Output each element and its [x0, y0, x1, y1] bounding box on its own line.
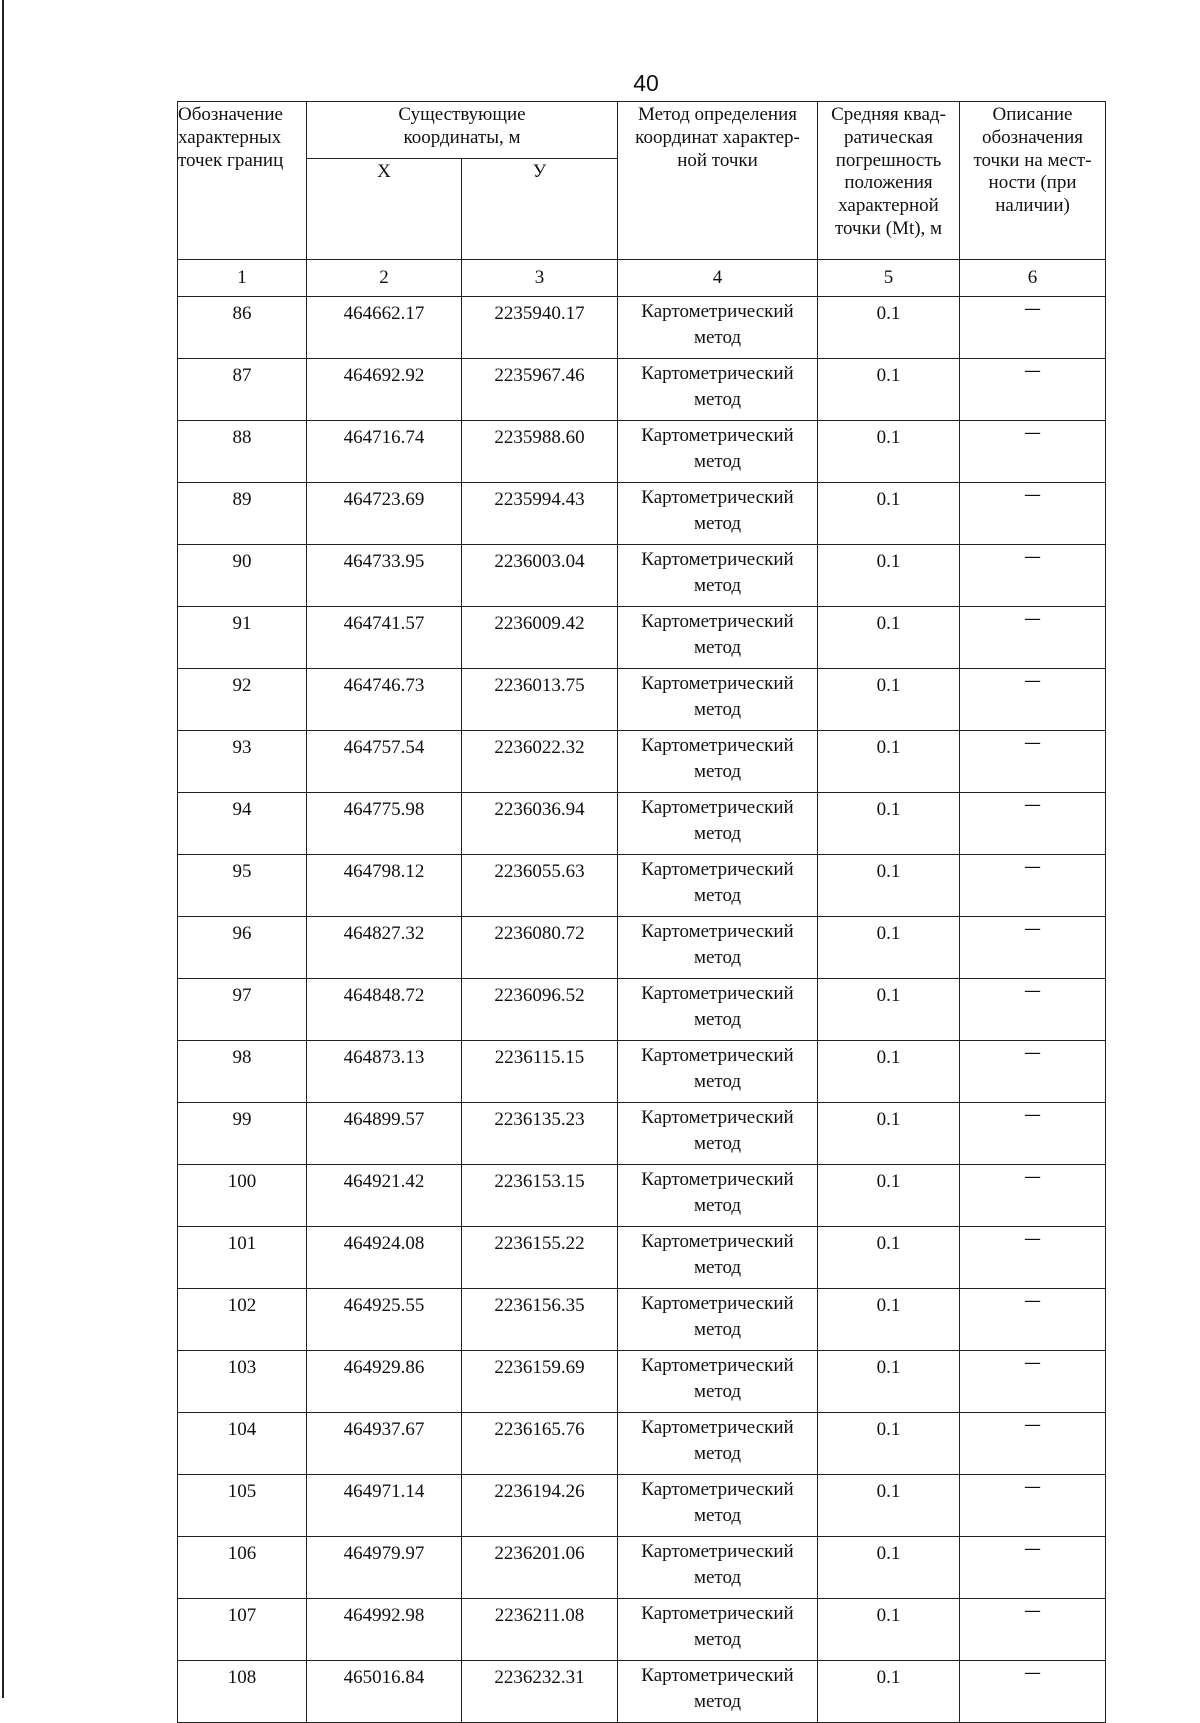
point-id-cell: 103	[178, 1351, 307, 1413]
point-id-cell: 92	[178, 669, 307, 731]
y-coordinate-cell: 2235967.46	[462, 359, 618, 421]
method-cell	[618, 1413, 818, 1475]
method-line: метод	[693, 1194, 742, 1216]
table-row	[178, 669, 1106, 731]
description-cell: —	[960, 1599, 1106, 1661]
header-x: X	[307, 159, 462, 260]
mean-error-cell: 0.1	[818, 1537, 960, 1599]
method-line: метод	[693, 1690, 742, 1712]
point-id-cell: 91	[178, 607, 307, 669]
x-coordinate-cell: 464716.74	[307, 421, 462, 483]
y-coordinate-cell: 2236211.08	[462, 1599, 618, 1661]
x-coordinate-cell: 464775.98	[307, 793, 462, 855]
y-coordinate-cell: 2236159.69	[462, 1351, 618, 1413]
description-cell: —	[960, 1413, 1106, 1475]
description-cell: —	[960, 297, 1106, 359]
description-cell: —	[960, 359, 1106, 421]
header-y: У	[462, 159, 618, 260]
x-coordinate-cell: 464937.67	[307, 1413, 462, 1475]
description-cell: —	[960, 1165, 1106, 1227]
method-cell	[618, 979, 818, 1041]
y-coordinate-cell: 2236055.63	[462, 855, 618, 917]
method-line: Картометрический	[641, 1541, 794, 1562]
y-coordinate-cell: 2236232.31	[462, 1661, 618, 1723]
method-line: Картометрический	[641, 1665, 794, 1686]
y-coordinate-cell: 2236165.76	[462, 1413, 618, 1475]
table-row	[178, 1041, 1106, 1103]
x-coordinate-cell: 464662.17	[307, 297, 462, 359]
x-coordinate-cell: 464757.54	[307, 731, 462, 793]
method-line: Картометрический	[641, 487, 794, 508]
method-line: метод	[693, 1318, 742, 1340]
column-number: 3	[462, 260, 618, 297]
x-coordinate-cell: 464992.98	[307, 1599, 462, 1661]
mean-error-cell: 0.1	[818, 421, 960, 483]
method-cell	[618, 669, 818, 731]
point-id-cell: 97	[178, 979, 307, 1041]
table-row	[178, 483, 1106, 545]
x-coordinate-cell: 464723.69	[307, 483, 462, 545]
mean-error-cell: 0.1	[818, 607, 960, 669]
method-line: метод	[693, 1132, 742, 1154]
mean-error-cell: 0.1	[818, 1475, 960, 1537]
method-line: метод	[693, 388, 742, 410]
table-row	[178, 793, 1106, 855]
method-line: метод	[693, 946, 742, 968]
description-cell: —	[960, 1661, 1106, 1723]
mean-error-cell: 0.1	[818, 359, 960, 421]
header-existing-coordinates: Существующие координаты, м	[307, 102, 618, 159]
y-coordinate-cell: 2236155.22	[462, 1227, 618, 1289]
table-row	[178, 1165, 1106, 1227]
method-line: метод	[693, 822, 742, 844]
mean-error-cell: 0.1	[818, 1289, 960, 1351]
description-cell: —	[960, 1103, 1106, 1165]
description-cell: —	[960, 1475, 1106, 1537]
x-coordinate-cell: 464741.57	[307, 607, 462, 669]
method-line: Картометрический	[641, 549, 794, 570]
description-cell: —	[960, 1289, 1106, 1351]
method-cell	[618, 1537, 818, 1599]
method-cell	[618, 793, 818, 855]
method-cell	[618, 1165, 818, 1227]
y-coordinate-cell: 2236036.94	[462, 793, 618, 855]
method-cell	[618, 1103, 818, 1165]
method-line: метод	[693, 450, 742, 472]
method-line: метод	[693, 698, 742, 720]
y-coordinate-cell: 2236115.15	[462, 1041, 618, 1103]
table-row	[178, 359, 1106, 421]
table-row	[178, 421, 1106, 483]
table-row	[178, 1413, 1106, 1475]
point-id-cell: 95	[178, 855, 307, 917]
x-coordinate-cell: 464873.13	[307, 1041, 462, 1103]
table-row	[178, 1289, 1106, 1351]
method-cell	[618, 1599, 818, 1661]
point-id-cell: 100	[178, 1165, 307, 1227]
description-cell: —	[960, 1227, 1106, 1289]
method-cell	[618, 1351, 818, 1413]
method-line: метод	[693, 760, 742, 782]
column-number: 2	[307, 260, 462, 297]
column-numbers-row	[178, 260, 1106, 297]
description-cell: —	[960, 607, 1106, 669]
point-id-cell: 87	[178, 359, 307, 421]
method-cell	[618, 731, 818, 793]
method-line: Картометрический	[641, 1169, 794, 1190]
x-coordinate-cell: 465016.84	[307, 1661, 462, 1723]
table-row	[178, 855, 1106, 917]
x-coordinate-cell: 464798.12	[307, 855, 462, 917]
description-cell: —	[960, 731, 1106, 793]
y-coordinate-cell: 2236003.04	[462, 545, 618, 607]
method-line: метод	[693, 1442, 742, 1464]
table-row	[178, 545, 1106, 607]
method-cell	[618, 855, 818, 917]
method-line: Картометрический	[641, 1479, 794, 1500]
x-coordinate-cell: 464979.97	[307, 1537, 462, 1599]
point-id-cell: 90	[178, 545, 307, 607]
header-method: Метод определения координат характер- ной точки	[618, 102, 818, 260]
method-line: метод	[693, 1566, 742, 1588]
method-line: Картометрический	[641, 1231, 794, 1252]
method-cell	[618, 1289, 818, 1351]
y-coordinate-cell: 2236080.72	[462, 917, 618, 979]
method-line: метод	[693, 884, 742, 906]
point-id-cell: 106	[178, 1537, 307, 1599]
method-line: метод	[693, 1628, 742, 1650]
description-cell: —	[960, 545, 1106, 607]
point-id-cell: 93	[178, 731, 307, 793]
method-line: Картометрический	[641, 425, 794, 446]
method-line: Картометрический	[641, 1107, 794, 1128]
method-cell	[618, 483, 818, 545]
method-line: Картометрический	[641, 1045, 794, 1066]
point-id-cell: 98	[178, 1041, 307, 1103]
x-coordinate-cell: 464924.08	[307, 1227, 462, 1289]
mean-error-cell: 0.1	[818, 917, 960, 979]
description-cell: —	[960, 1041, 1106, 1103]
y-coordinate-cell: 2235994.43	[462, 483, 618, 545]
point-id-cell: 89	[178, 483, 307, 545]
column-number: 6	[960, 260, 1106, 297]
point-id-cell: 94	[178, 793, 307, 855]
description-cell: —	[960, 917, 1106, 979]
y-coordinate-cell: 2235988.60	[462, 421, 618, 483]
method-cell	[618, 917, 818, 979]
x-coordinate-cell: 464925.55	[307, 1289, 462, 1351]
mean-error-cell: 0.1	[818, 1661, 960, 1723]
method-line: метод	[693, 574, 742, 596]
mean-error-cell: 0.1	[818, 297, 960, 359]
table-row	[178, 1475, 1106, 1537]
method-line: Картометрический	[641, 301, 794, 322]
table-row	[178, 917, 1106, 979]
mean-error-cell: 0.1	[818, 669, 960, 731]
method-line: метод	[693, 1008, 742, 1030]
method-line: метод	[693, 1256, 742, 1278]
method-cell	[618, 297, 818, 359]
y-coordinate-cell: 2236201.06	[462, 1537, 618, 1599]
method-cell	[618, 545, 818, 607]
method-cell	[618, 1475, 818, 1537]
description-cell: —	[960, 421, 1106, 483]
y-coordinate-cell: 2236009.42	[462, 607, 618, 669]
description-cell: —	[960, 483, 1106, 545]
method-cell	[618, 359, 818, 421]
method-line: Картометрический	[641, 363, 794, 384]
x-coordinate-cell: 464746.73	[307, 669, 462, 731]
x-coordinate-cell: 464899.57	[307, 1103, 462, 1165]
description-cell: —	[960, 1351, 1106, 1413]
mean-error-cell: 0.1	[818, 979, 960, 1041]
table-row	[178, 1103, 1106, 1165]
mean-error-cell: 0.1	[818, 1103, 960, 1165]
method-line: Картометрический	[641, 921, 794, 942]
column-number: 1	[178, 260, 307, 297]
method-line: Картометрический	[641, 983, 794, 1004]
boundary-points-table	[177, 101, 1106, 1723]
point-id-cell: 86	[178, 297, 307, 359]
method-line: Картометрический	[641, 611, 794, 632]
table-row	[178, 1661, 1106, 1723]
point-id-cell: 108	[178, 1661, 307, 1723]
method-cell	[618, 607, 818, 669]
mean-error-cell: 0.1	[818, 483, 960, 545]
method-line: метод	[693, 1070, 742, 1092]
method-line: Картометрический	[641, 735, 794, 756]
column-number: 4	[618, 260, 818, 297]
description-cell: —	[960, 855, 1106, 917]
description-cell: —	[960, 979, 1106, 1041]
point-id-cell: 102	[178, 1289, 307, 1351]
point-id-cell: 96	[178, 917, 307, 979]
table-row	[178, 731, 1106, 793]
method-line: Картометрический	[641, 1293, 794, 1314]
point-id-cell: 104	[178, 1413, 307, 1475]
x-coordinate-cell: 464827.32	[307, 917, 462, 979]
page-edge-line	[2, 0, 4, 1698]
mean-error-cell: 0.1	[818, 1351, 960, 1413]
point-id-cell: 107	[178, 1599, 307, 1661]
method-line: Картометрический	[641, 1355, 794, 1376]
y-coordinate-cell: 2236022.32	[462, 731, 618, 793]
method-line: метод	[693, 636, 742, 658]
method-line: Картометрический	[641, 859, 794, 880]
table-row	[178, 1351, 1106, 1413]
method-line: Картометрический	[641, 797, 794, 818]
table-row	[178, 1227, 1106, 1289]
mean-error-cell: 0.1	[818, 1041, 960, 1103]
y-coordinate-cell: 2236013.75	[462, 669, 618, 731]
mean-error-cell: 0.1	[818, 1165, 960, 1227]
x-coordinate-cell: 464733.95	[307, 545, 462, 607]
header-description: Описание обозначения точки на мест- ности (при наличии)	[960, 102, 1106, 260]
x-coordinate-cell: 464971.14	[307, 1475, 462, 1537]
header-mean-square-error: Средняя квад- ратическая погрешность положения характерной точки (Mt), м	[818, 102, 960, 260]
method-cell	[618, 1227, 818, 1289]
point-id-cell: 105	[178, 1475, 307, 1537]
method-cell	[618, 1041, 818, 1103]
y-coordinate-cell: 2236153.15	[462, 1165, 618, 1227]
mean-error-cell: 0.1	[818, 855, 960, 917]
table-body	[178, 297, 1106, 1723]
method-line: Картометрический	[641, 1417, 794, 1438]
table-row	[178, 1537, 1106, 1599]
header-point-designation: Обозначение характерных точек границ	[178, 102, 307, 260]
method-cell	[618, 421, 818, 483]
y-coordinate-cell: 2236135.23	[462, 1103, 618, 1165]
x-coordinate-cell: 464848.72	[307, 979, 462, 1041]
mean-error-cell: 0.1	[818, 793, 960, 855]
table-row	[178, 1599, 1106, 1661]
mean-error-cell: 0.1	[818, 1413, 960, 1475]
mean-error-cell: 0.1	[818, 545, 960, 607]
table-row	[178, 979, 1106, 1041]
mean-error-cell: 0.1	[818, 731, 960, 793]
mean-error-cell: 0.1	[818, 1599, 960, 1661]
y-coordinate-cell: 2236156.35	[462, 1289, 618, 1351]
point-id-cell: 88	[178, 421, 307, 483]
point-id-cell: 99	[178, 1103, 307, 1165]
method-line: метод	[693, 1380, 742, 1402]
description-cell: —	[960, 669, 1106, 731]
table-row	[178, 607, 1106, 669]
y-coordinate-cell: 2236096.52	[462, 979, 618, 1041]
method-line: метод	[693, 512, 742, 534]
x-coordinate-cell: 464929.86	[307, 1351, 462, 1413]
description-cell: —	[960, 793, 1106, 855]
table-header	[178, 102, 1106, 297]
x-coordinate-cell: 464692.92	[307, 359, 462, 421]
method-cell	[618, 1661, 818, 1723]
point-id-cell: 101	[178, 1227, 307, 1289]
column-number: 5	[818, 260, 960, 297]
method-line: метод	[693, 1504, 742, 1526]
method-line: Картометрический	[641, 673, 794, 694]
method-line: Картометрический	[641, 1603, 794, 1624]
method-line: метод	[693, 326, 742, 348]
x-coordinate-cell: 464921.42	[307, 1165, 462, 1227]
y-coordinate-cell: 2236194.26	[462, 1475, 618, 1537]
page-number: 40	[633, 70, 659, 96]
mean-error-cell: 0.1	[818, 1227, 960, 1289]
y-coordinate-cell: 2235940.17	[462, 297, 618, 359]
description-cell: —	[960, 1537, 1106, 1599]
table-row	[178, 297, 1106, 359]
